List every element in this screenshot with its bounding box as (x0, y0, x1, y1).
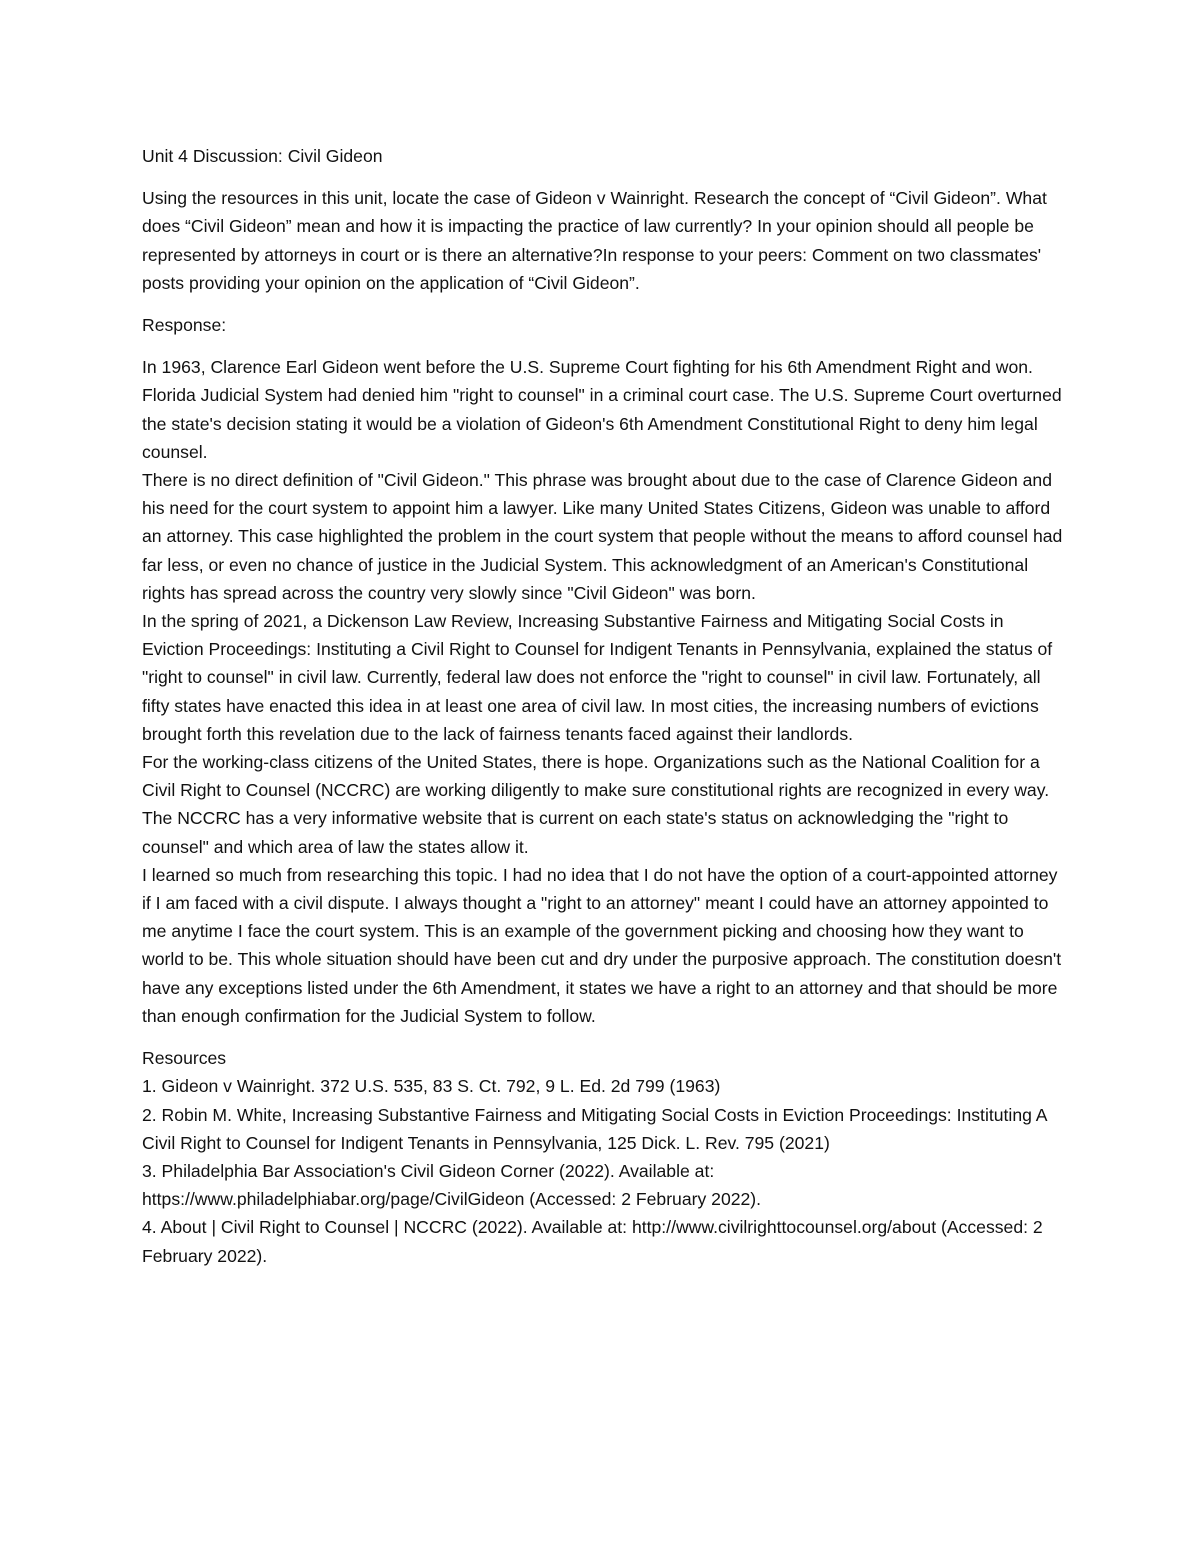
spacer (142, 339, 1067, 353)
spacer (142, 1030, 1067, 1044)
resource-item: 2. Robin M. White, Increasing Substantive Fairness and Mitigating Social Costs in Eviction Proceedings: Instituting A Civil Right to Counsel for Indigent Tenants in Pennsylvania, 125 Dick. L. Rev. 795 (2021) (142, 1104, 1047, 1153)
spacer (142, 170, 1067, 184)
response-paragraph: In the spring of 2021, a Dickenson Law Review, Increasing Substantive Fairness and Mitigating Social Costs in Eviction Proceedings: Instituting a Civil Right to Counsel for Indigent Tenants in Pennsylvania, explained the status of "right to counsel" in civil law. Currently, federal law does not enforce the "right to counsel" in civil law. Fortunately, all fifty states have enacted this idea in at least one area of civil law. In most cities, the increasing numbers of evictions brought forth this revelation due to the lack of fairness tenants faced against their landlords. (142, 611, 1053, 744)
document-title: Unit 4 Discussion: Civil Gideon (142, 146, 383, 166)
resource-item: 3. Philadelphia Bar Association's Civil Gideon Corner (2022). Available at: https://www.philadelphiabar.org/page/CivilGideon (Accessed: 2 February 2022). (142, 1160, 762, 1210)
response-paragraph: I learned so much from researching this topic. I had no idea that I do not have the option of a court-appointed attorney if I am faced with a civil dispute. I always thought a "right to an attorney" meant I could have an attorney appointed to me anytime I face the court system. This is an example of the government picking and choosing how they want to world to be. This whole situation should have been cut and dry under the purposive approach. The constitution doesn't have any exceptions listed under the 6th Amendment, it states we have a right to an attorney and that should be more than enough confirmation for the Judicial System to follow. (142, 864, 1062, 1026)
document-body (142, 142, 1067, 1270)
spacer (142, 297, 1067, 311)
response-heading: Response: (142, 315, 227, 336)
assignment-prompt: Using the resources in this unit, locate the case of Gideon v Wainright. Research the concept of “Civil Gideon”. What does “Civil Gideon” mean and how it is impacting the practice of law currently? In your opinion should all people be represented by attorneys in court or is there an alternative?In response to your peers: Comment on two classmates' posts providing your opinion on the application of “Civil Gideon”. (142, 188, 1047, 293)
resource-item: 4. About | Civil Right to Counsel | NCCRC (2022). Available at: http://www.civilrighttocounsel.org/about (Accessed: 2 February 2022). (142, 1217, 1043, 1266)
resource-item: 1. Gideon v Wainright. 372 U.S. 535, 83 S. Ct. 792, 9 L. Ed. 2d 799 (1963) (142, 1076, 721, 1097)
response-paragraph: There is no direct definition of "Civil Gideon." This phrase was brought about due to the case of Clarence Gideon and his need for the court system to appoint him a lawyer. Like many United States Citizens, Gideon was unable to afford an attorney. This case highlighted the problem in the court system that people without the means to afford counsel had far less, or even no chance of justice in the Judicial System. This acknowledgment of an American's Constitutional rights has spread across the country very slowly since "Civil Gideon" was born. (142, 470, 1063, 603)
response-paragraph: For the working-class citizens of the United States, there is hope. Organizations such as the National Coalition for a Civil Right to Counsel (NCCRC) are working diligently to make sure constitutional rights are recognized in every way. The NCCRC has a very informative website that is current on each state's status on acknowledging the "right to counsel" and which area of law the states allow it. (142, 752, 1050, 857)
response-paragraph: In 1963, Clarence Earl Gideon went before the U.S. Supreme Court fighting for his 6th Amendment Right and won. Florida Judicial System had denied him "right to counsel" in a criminal court case. The U.S. Supreme Court overturned the state's decision stating it would be a violation of Gideon's 6th Amendment Constitutional Right to deny him legal counsel. (142, 357, 1062, 462)
resources-heading: Resources (142, 1048, 227, 1069)
